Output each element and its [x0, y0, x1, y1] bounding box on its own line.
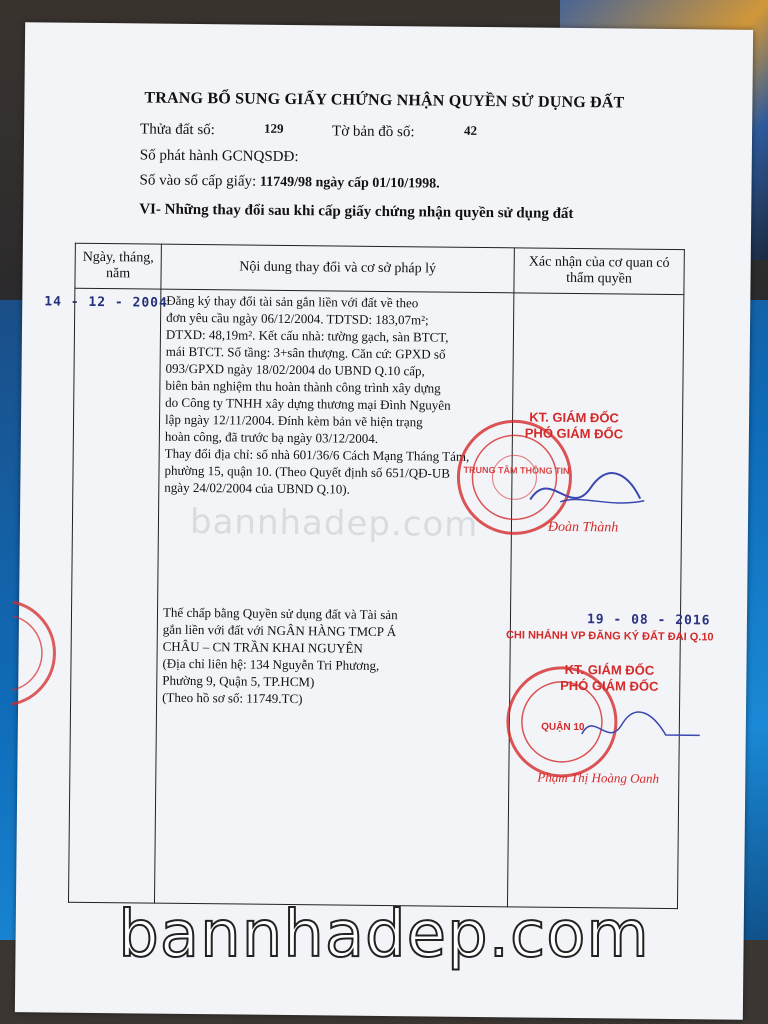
entry2-line: (Địa chỉ liên hệ: 134 Nguyễn Tri Phương,: [162, 655, 380, 673]
header-content: Nội dung thay đổi và cơ sở pháp lý: [161, 244, 514, 293]
signature-2-icon: [574, 704, 705, 755]
stamp2-signer: Phạm Thị Hoàng Oanh: [537, 769, 660, 786]
stamp1-signer: Đoàn Thành: [547, 519, 619, 536]
entry1-line: ngày 24/02/2004 của UBND Q.10).: [164, 479, 351, 497]
entry2-line: gắn liền với đất với NGÂN HÀNG TMCP Á: [162, 621, 397, 640]
entry2-line: Phường 9, Quận 5, TP.HCM): [162, 672, 315, 690]
map-sheet-label: Tờ bản đồ số:: [331, 123, 415, 141]
header-confirmation: Xác nhận của cơ quan có thẩm quyền: [514, 248, 684, 295]
entry1-line: lập ngày 12/11/2004. Đính kèm bản vẽ hiện trạng: [164, 411, 423, 430]
partial-seal-left: [4, 598, 69, 709]
watermark: bannhadep.com: [118, 898, 650, 972]
content-cell: [154, 289, 513, 907]
register-row: [139, 172, 439, 192]
stamp2-title-1: KT. GIÁM ĐỐC: [564, 661, 655, 678]
confirmation-cell: [507, 293, 683, 909]
section-heading: VI- Những thay đổi sau khi cấp giấy chứng nhận quyền sử dụng đất: [139, 201, 574, 222]
certificate-page: [15, 22, 753, 1020]
seal-1-text: TRUNG TÂM THÔNG TIN: [463, 464, 570, 476]
register-value: 11749/98 ngày cấp 01/10/1998.: [259, 174, 440, 192]
parcel-label: Thửa đất số:: [140, 121, 215, 139]
entry1-line: 093/GPXD ngày 18/02/2004 do UBND Q.10 cấp,: [165, 360, 425, 379]
entry2-line: CHÂU – CN TRẦN KHAI NGUYÊN: [162, 638, 363, 656]
parcel-row: [140, 120, 284, 139]
entry2-line: Thế chấp bằng Quyền sử dụng đất và Tài sản: [162, 604, 398, 623]
signature-1-icon: [520, 457, 651, 518]
stamp2-agency: CHI NHÁNH VP ĐĂNG KÝ ĐẤT ĐAI Q.10: [505, 629, 714, 644]
table-row: [68, 288, 683, 908]
entry1-line: do Công ty TNHH xây dựng thương mại Đình Nguyên: [165, 394, 451, 413]
stamp2-title-2: PHÓ GIÁM ĐỐC: [560, 677, 659, 694]
parcel-value: 129: [264, 120, 284, 136]
table-header-row: [75, 243, 684, 294]
handwritten-date: 14 - 12 - 2004: [44, 294, 168, 311]
entry1-line: đơn yêu cầu ngày 06/12/2004. TDTSD: 183,07m²;: [166, 309, 429, 328]
stamp1-title-1: KT. GIÁM ĐỐC: [529, 409, 619, 426]
map-sheet-row: [331, 122, 478, 141]
entry1-line: biên bản nghiệm thu hoàn thành công trình xây dựng: [165, 377, 441, 396]
stamp2-date: 19 - 08 - 2016: [586, 612, 711, 629]
entry1-line: mái BTCT. Số tầng: 3+sân thượng. Căn cứ: GPXD số: [165, 343, 446, 362]
header-date: Ngày, tháng, năm: [75, 243, 161, 289]
date-cell: [68, 288, 160, 903]
changes-table: [68, 243, 685, 909]
stamp1-title-2: PHÓ GIÁM ĐỐC: [524, 425, 624, 442]
issue-number-label: Số phát hành GCNQSDĐ:: [139, 147, 299, 166]
page-title: TRANG BỔ SUNG GIẤY CHỨNG NHẬN QUYỀN SỬ DỤNG ĐẤT: [144, 89, 625, 112]
register-label: Số vào sổ cấp giấy:: [139, 172, 257, 190]
seal-2-text: QUẬN 10: [541, 721, 585, 734]
entry1-line: phường 15, quận 10. (Theo Quyết định số 651/QĐ-UB: [164, 462, 451, 481]
entry2-line: (Theo hồ sơ số: 11749.TC): [162, 689, 303, 707]
faint-watermark: bannhadep.com: [189, 501, 479, 545]
map-sheet-value: 42: [464, 122, 478, 138]
entry1-line: Đăng ký thay đổi tài sản gắn liền với đất về theo: [166, 292, 419, 311]
entry1-line: DTXD: 48,19m². Kết cấu nhà: tường gạch, sàn BTCT,: [165, 326, 449, 345]
entry1-line: hoàn công, đã trước bạ ngày 03/12/2004.: [164, 428, 379, 446]
entry1-line: Thay đổi địa chỉ: số nhà 601/36/6 Cách Mạng Tháng Tám,: [164, 445, 470, 464]
